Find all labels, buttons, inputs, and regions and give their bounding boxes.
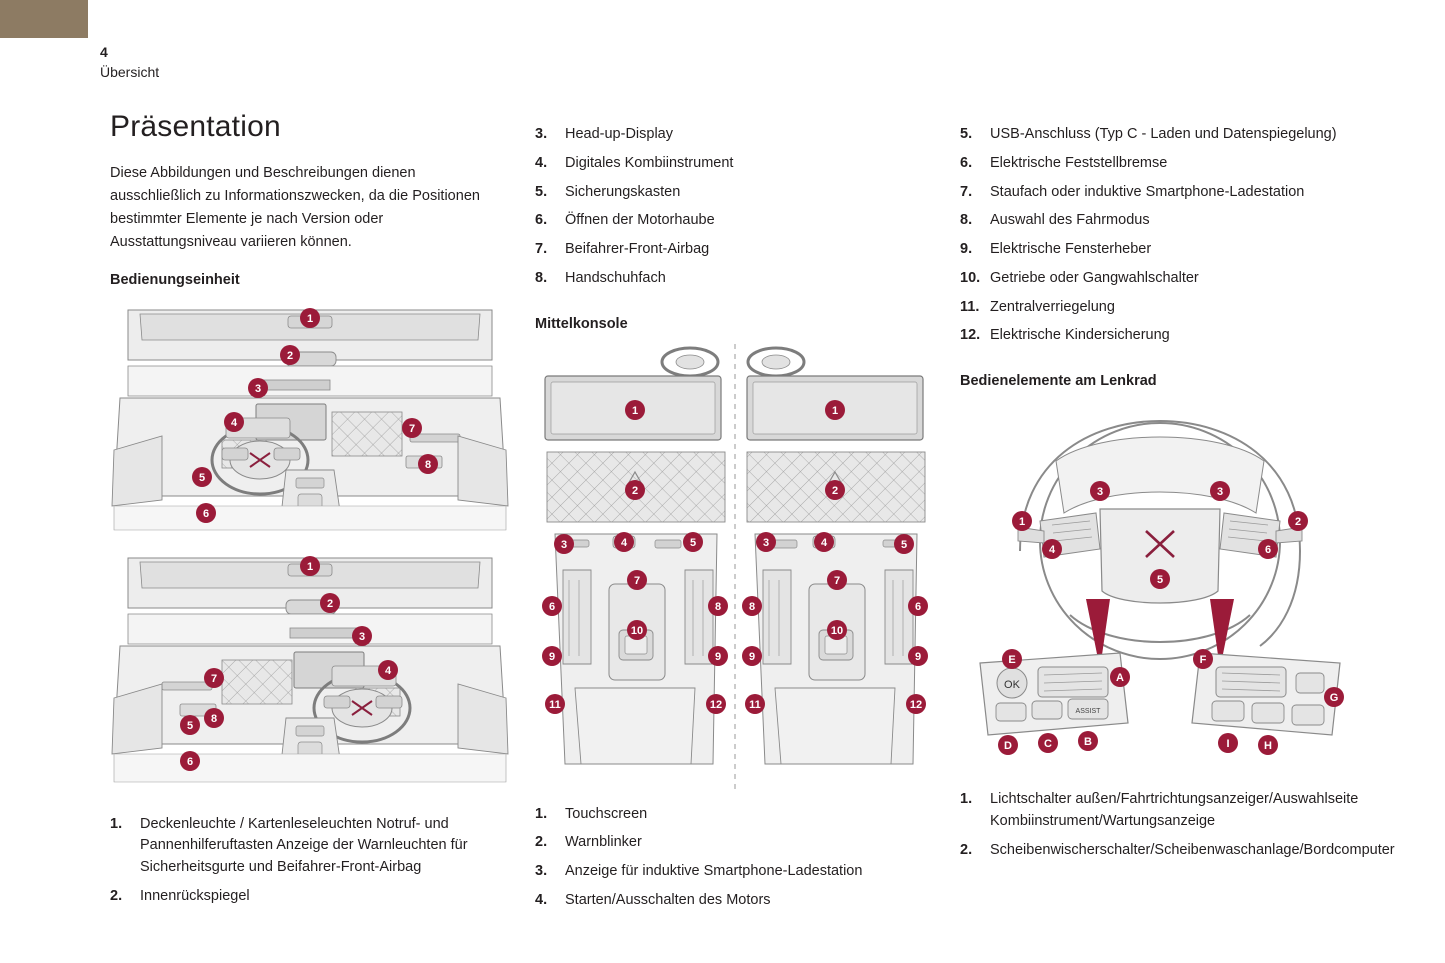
list-item-text: Beifahrer-Front-Airbag [565, 241, 710, 257]
svg-text:9: 9 [548, 650, 556, 663]
page-number: 4 [100, 44, 108, 60]
svg-text:E: E [1008, 654, 1016, 666]
list-item [535, 832, 935, 854]
column-right [960, 110, 1395, 868]
right-control-pad [1192, 653, 1340, 735]
svg-text:10: 10 [830, 624, 844, 637]
dashboard-svg [110, 300, 510, 800]
list-item [535, 890, 935, 912]
list-item-text: Getriebe oder Gangwahlschalter [990, 269, 1199, 286]
console-left-half [542, 348, 728, 764]
page-section-title: Übersicht [100, 64, 160, 80]
svg-text:2: 2 [326, 597, 334, 610]
list-item-text: Sicherungskasten [565, 183, 681, 200]
list-item-text: Elektrische Fensterheber [990, 241, 1152, 257]
list-item-text: Staufach oder induktive Smartphone-Ladestation [990, 183, 1305, 200]
svg-text:6: 6 [548, 600, 556, 613]
list-item-number: 9. [960, 241, 973, 257]
list-item [110, 814, 510, 879]
list-item-number: 2. [535, 834, 548, 851]
svg-text:3: 3 [1216, 486, 1224, 498]
list-item-number: 4. [535, 891, 548, 908]
svg-text:6: 6 [1264, 544, 1272, 556]
svg-text:5: 5 [900, 538, 908, 551]
svg-text:7: 7 [408, 422, 416, 435]
list-item-number: 8. [535, 269, 548, 286]
list-item-text: Elektrische Feststellbremse [990, 154, 1168, 171]
list-item-text: Scheibenwischerschalter/Scheibenwaschanlage/Bordcomputer [990, 841, 1395, 858]
list-item [535, 210, 935, 232]
list-item [535, 861, 935, 883]
left-control-pad [980, 653, 1128, 735]
list-item [960, 789, 1360, 833]
list-item-number: 4. [535, 154, 548, 171]
list-item [960, 239, 1360, 261]
svg-text:1: 1 [831, 404, 839, 417]
list-item [110, 886, 510, 908]
list-item [960, 153, 1360, 175]
list-item-text: Auswahl des Fahrmodus [990, 212, 1150, 229]
list-item-number: 2. [110, 887, 123, 904]
svg-text:8: 8 [210, 712, 218, 725]
list-item-text: Touchscreen [565, 805, 648, 822]
svg-text:8: 8 [748, 600, 756, 613]
list-item [535, 153, 935, 175]
list-item-number: 1. [535, 805, 548, 822]
list-item-number: 6. [535, 212, 548, 229]
list-item [535, 804, 935, 826]
list-item [960, 124, 1360, 146]
svg-text:2: 2 [1294, 516, 1302, 528]
svg-text:7: 7 [833, 574, 841, 587]
dashboard-legend-continued [535, 124, 935, 290]
list-item [960, 182, 1360, 204]
svg-text:3: 3 [560, 538, 568, 551]
list-item-number: 1. [110, 815, 123, 832]
list-item [535, 182, 935, 204]
dashboard-top-view [112, 308, 508, 530]
svg-text:C: C [1044, 738, 1052, 750]
svg-text:1: 1 [1018, 516, 1026, 528]
svg-text:I: I [1226, 738, 1230, 750]
svg-text:5: 5 [198, 471, 206, 484]
svg-text:3: 3 [358, 630, 366, 643]
list-item [960, 325, 1360, 347]
svg-text:9: 9 [748, 650, 756, 663]
list-item-number: 8. [960, 212, 973, 229]
list-item [535, 124, 935, 146]
list-item [960, 840, 1395, 862]
list-item-number: 3. [535, 863, 548, 879]
dashboard-overview-diagram [110, 300, 510, 800]
list-item-text: Handschuhfach [565, 269, 666, 286]
intro-paragraph: Diese Abbildungen und Beschreibungen dienen ausschließlich zu Informationszwecken, da die Positionen bestimmter Elemente je nach Version oder Ausstattungsniveau variieren können. [110, 165, 480, 250]
subheading-lenkrad: Bedienelemente am Lenkrad [960, 373, 1157, 389]
svg-text:8: 8 [714, 600, 722, 613]
svg-text:A: A [1116, 672, 1124, 684]
svg-text:H: H [1264, 740, 1272, 752]
svg-text:D: D [1004, 740, 1012, 752]
svg-text:2: 2 [831, 484, 839, 497]
list-item-text: Öffnen der Motorhaube [565, 212, 715, 229]
steering-wheel-controls-diagram [960, 401, 1360, 781]
page-title: Präsentation [110, 110, 281, 143]
column-middle [535, 110, 935, 919]
svg-text:12: 12 [709, 698, 723, 711]
svg-text:4: 4 [620, 536, 628, 549]
console-legend-list [535, 804, 935, 912]
svg-text:5: 5 [1156, 574, 1164, 586]
svg-text:12: 12 [909, 698, 923, 711]
svg-text:B: B [1084, 736, 1092, 748]
list-item-number: 10. [960, 269, 981, 286]
svg-text:ASSIST: ASSIST [1075, 708, 1101, 715]
list-item-number: 7. [960, 183, 973, 200]
list-item-text: Innenrückspiegel [140, 887, 250, 904]
svg-text:1: 1 [631, 404, 639, 417]
console-svg [535, 344, 935, 794]
svg-text:3: 3 [254, 382, 262, 395]
list-item [535, 239, 935, 261]
svg-text:G: G [1329, 692, 1339, 704]
svg-text:1: 1 [306, 312, 314, 325]
svg-text:10: 10 [630, 624, 644, 637]
steering-legend-list [960, 789, 1395, 861]
svg-text:4: 4 [384, 664, 392, 677]
svg-text:4: 4 [230, 416, 238, 429]
console-right-half [742, 348, 928, 764]
svg-text:6: 6 [202, 507, 210, 520]
list-item-text: Anzeige für induktive Smartphone-Ladestation [565, 863, 863, 879]
list-item-text: Deckenleuchte / Kartenleseleuchten Notruf- und Pannenhilferuftasten Anzeige der Warnleuchten für Sicherheitsgurte und Beifahrer-Front-Airbag [140, 815, 468, 876]
svg-text:9: 9 [714, 650, 722, 663]
svg-text:8: 8 [424, 458, 432, 471]
list-item-number: 5. [960, 126, 973, 142]
list-item [960, 268, 1360, 290]
list-item-text: Lichtschalter außen/Fahrtrichtungsanzeiger/Auswahlseite Kombiinstrument/Wartungsanzeige [990, 791, 1359, 829]
svg-text:9: 9 [914, 650, 922, 663]
console-legend-continued [960, 124, 1360, 347]
list-item [535, 268, 935, 290]
list-item [960, 210, 1360, 232]
svg-text:4: 4 [820, 536, 828, 549]
svg-text:11: 11 [749, 698, 761, 711]
list-item-text: Warnblinker [565, 834, 642, 851]
list-item-number: 3. [535, 126, 548, 142]
svg-text:5: 5 [186, 719, 194, 732]
list-item-text: Starten/Ausschalten des Motors [565, 891, 771, 908]
center-console-diagram [535, 344, 935, 794]
svg-text:7: 7 [210, 672, 218, 685]
list-item-text: Digitales Kombiinstrument [565, 154, 734, 171]
list-item-number: 11. [960, 298, 980, 315]
list-item-number: 12. [960, 327, 981, 344]
svg-text:6: 6 [186, 755, 194, 768]
svg-text:11: 11 [549, 698, 561, 711]
subheading-bedienungseinheit: Bedienungseinheit [110, 271, 240, 288]
list-item-text: USB-Anschluss (Typ C - Laden und Datenspiegelung) [990, 126, 1337, 142]
svg-text:5: 5 [689, 536, 697, 549]
list-item-number: 5. [535, 183, 548, 200]
svg-text:1: 1 [306, 560, 314, 573]
column-left [110, 110, 510, 915]
svg-text:2: 2 [286, 349, 294, 362]
svg-text:7: 7 [633, 574, 641, 587]
list-item-number: 1. [960, 791, 973, 807]
svg-text:OK: OK [1004, 679, 1020, 691]
corner-block [0, 0, 88, 38]
svg-text:3: 3 [1096, 486, 1104, 498]
svg-text:6: 6 [914, 600, 922, 613]
svg-text:2: 2 [631, 484, 639, 497]
list-item-number: 6. [960, 154, 973, 171]
list-item-number: 2. [960, 841, 973, 858]
dashboard-bottom-view [112, 556, 508, 782]
list-item-number: 7. [535, 241, 548, 257]
subheading-mittelkonsole: Mittelkonsole [535, 315, 628, 332]
list-item-text: Elektrische Kindersicherung [990, 327, 1170, 344]
svg-text:F: F [1199, 654, 1207, 666]
svg-text:4: 4 [1048, 544, 1056, 556]
list-item-text: Zentralverriegelung [990, 298, 1115, 315]
dashboard-legend-list [110, 814, 510, 908]
list-item [960, 297, 1360, 319]
svg-text:3: 3 [762, 536, 770, 549]
steering-svg [960, 401, 1360, 781]
list-item-text: Head-up-Display [565, 126, 673, 142]
